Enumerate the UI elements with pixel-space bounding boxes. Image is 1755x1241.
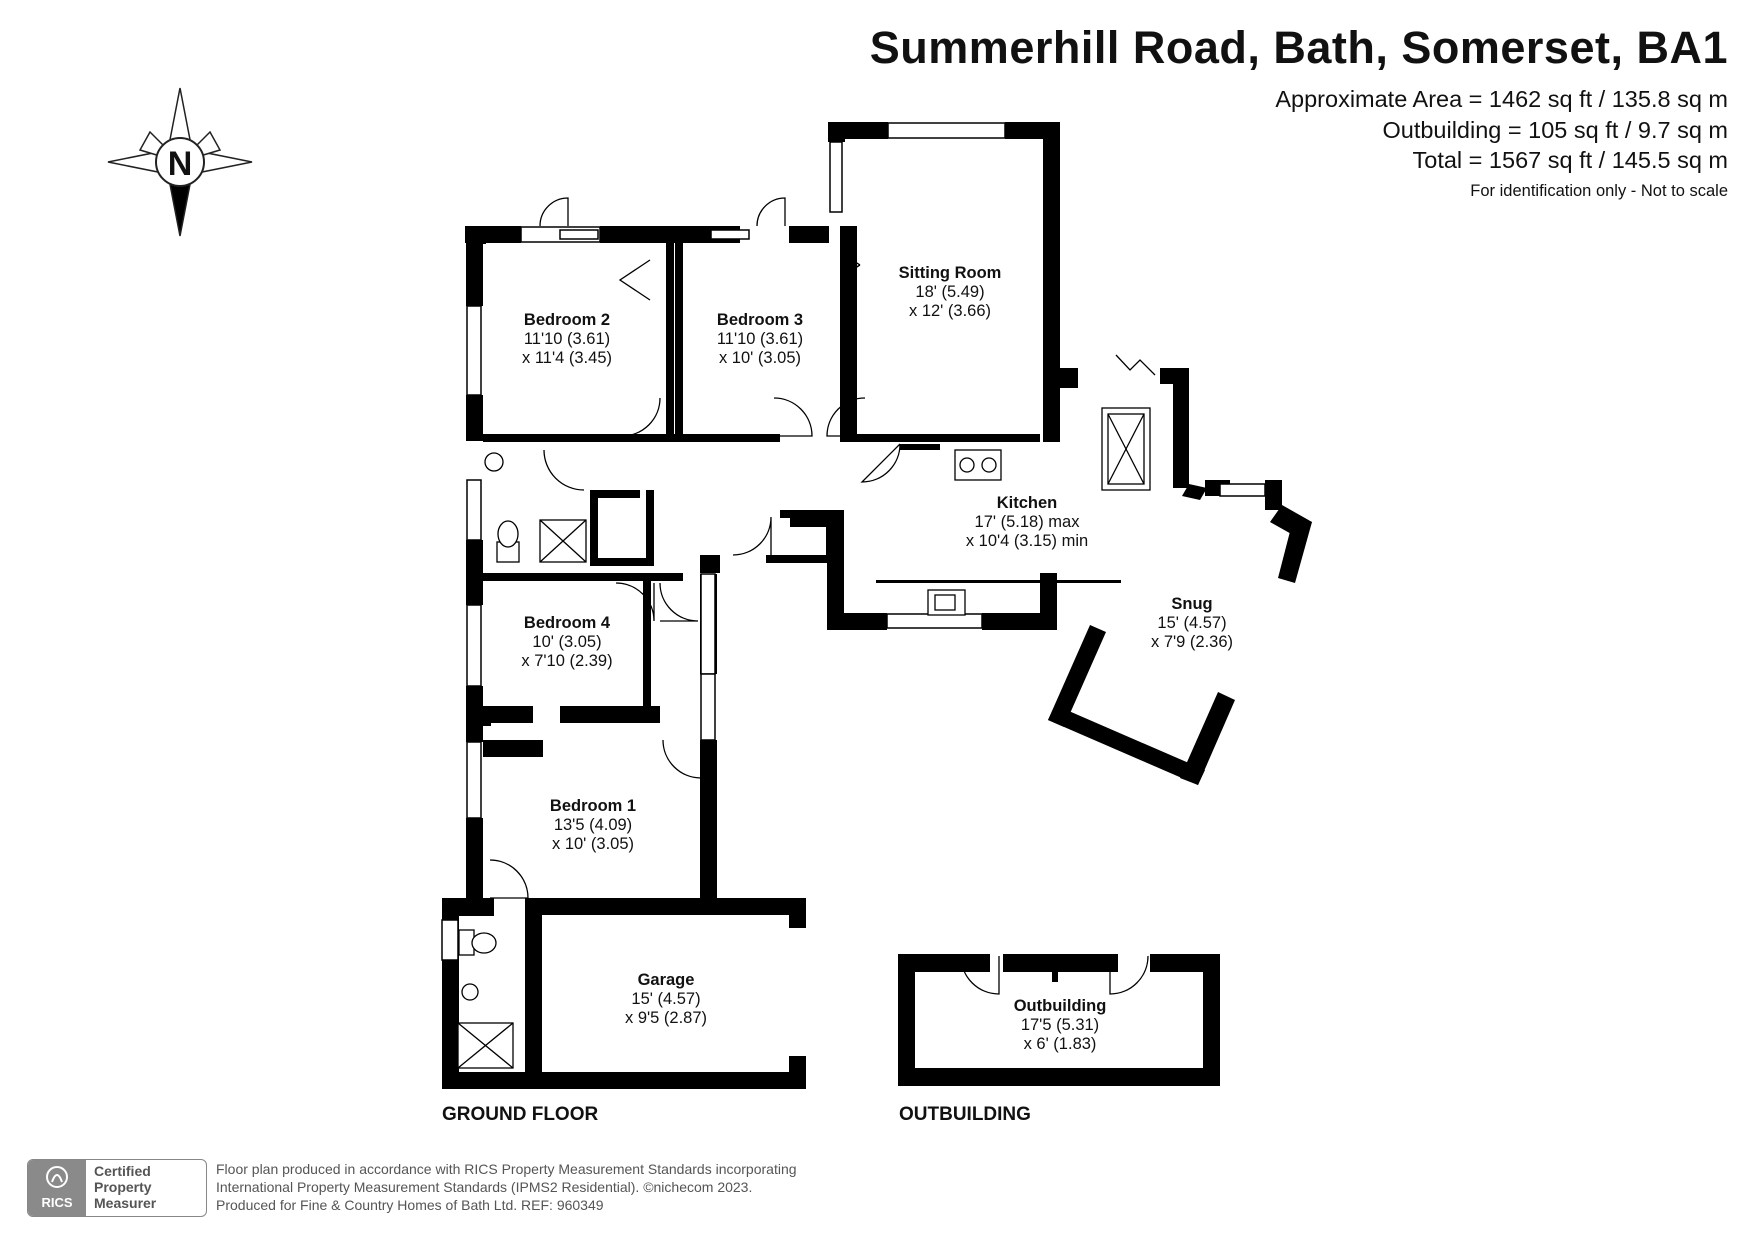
footer-line: Produced for Fine & Country Homes of Bath Ltd. REF: 960349: [216, 1197, 604, 1213]
certified-text: [94, 1163, 156, 1211]
room-name: Bedroom 4: [523, 614, 611, 632]
room-bedroom-4: [521, 614, 612, 671]
rics-lion-icon: [28, 1160, 86, 1194]
room-dimension: x 11'4 (3.45): [522, 349, 612, 367]
room-name: Kitchen: [996, 494, 1058, 512]
room-bedroom-2: [522, 311, 612, 368]
room-name: Bedroom 1: [549, 797, 637, 815]
ground-floor-label: GROUND FLOOR: [442, 1104, 599, 1125]
property-title: Summerhill Road, Bath, Somerset, BA1: [869, 22, 1728, 73]
room-dimension: x 6' (1.83): [1023, 1035, 1097, 1053]
badge-line: Certified: [94, 1163, 151, 1179]
room-dimension: 11'10 (3.61): [716, 330, 804, 348]
room-dimension: x 10' (3.05): [551, 835, 635, 853]
outbuilding-floor-label: OUTBUILDING: [899, 1104, 1031, 1125]
rics-text: RICS: [41, 1195, 73, 1210]
badge-line: Measurer: [94, 1195, 157, 1211]
room-dimension: 17'5 (5.31): [1020, 1016, 1100, 1034]
room-dimension: 17' (5.18) max: [974, 513, 1080, 531]
room-dimension: 11'10 (3.61): [523, 330, 611, 348]
room-bedroom-3: [717, 311, 803, 368]
footer-note: [216, 1160, 797, 1214]
room-dimension: x 10' (3.05): [718, 349, 802, 367]
room-dimension: x 7'9 (2.36): [1150, 633, 1234, 651]
room-snug: [1151, 595, 1233, 652]
room-name: Bedroom 2: [523, 311, 611, 329]
room-dimension: 18' (5.49): [915, 283, 985, 301]
room-name: Garage: [637, 971, 695, 989]
approximate-area: Approximate Area = 1462 sq ft / 135.8 sq m: [1275, 86, 1728, 112]
rics-logo: [28, 1160, 86, 1216]
footer-line: Floor plan produced in accordance with RICS Property Measurement Standards incorporating: [216, 1161, 797, 1177]
room-name: Outbuilding: [1013, 997, 1107, 1015]
room-dimension: 10' (3.05): [532, 633, 602, 651]
room-kitchen: [966, 494, 1088, 551]
total-area: Total = 1567 sq ft / 145.5 sq m: [1412, 147, 1728, 173]
room-name: Snug: [1171, 595, 1213, 613]
room-dimension: x 9'5 (2.87): [624, 1009, 708, 1027]
room-sitting-room: [899, 264, 1002, 321]
disclaimer: For identification only - Not to scale: [1470, 182, 1728, 200]
rics-certified-badge: [27, 1159, 207, 1217]
room-dimension: x 10'4 (3.15) min: [965, 532, 1089, 550]
room-dimension: x 12' (3.66): [908, 302, 992, 320]
room-name: Bedroom 3: [716, 311, 804, 329]
room-dimension: x 7'10 (2.39): [521, 652, 613, 670]
room-dimension: 13'5 (4.09): [553, 816, 633, 834]
footer-line: International Property Measurement Standards (IPMS2 Residential). ©nichecom 2023.: [216, 1179, 753, 1195]
badge-line: Property: [94, 1179, 152, 1195]
compass-north-label: N: [167, 145, 193, 183]
room-name: Sitting Room: [898, 264, 1002, 282]
outbuilding-area: Outbuilding = 105 sq ft / 9.7 sq m: [1382, 117, 1728, 143]
room-bedroom-1: [550, 797, 636, 854]
room-dimension: 15' (4.57): [631, 990, 701, 1008]
room-dimension: 15' (4.57): [1157, 614, 1227, 632]
room-outbuilding: [1014, 997, 1107, 1054]
room-garage: [625, 971, 707, 1028]
